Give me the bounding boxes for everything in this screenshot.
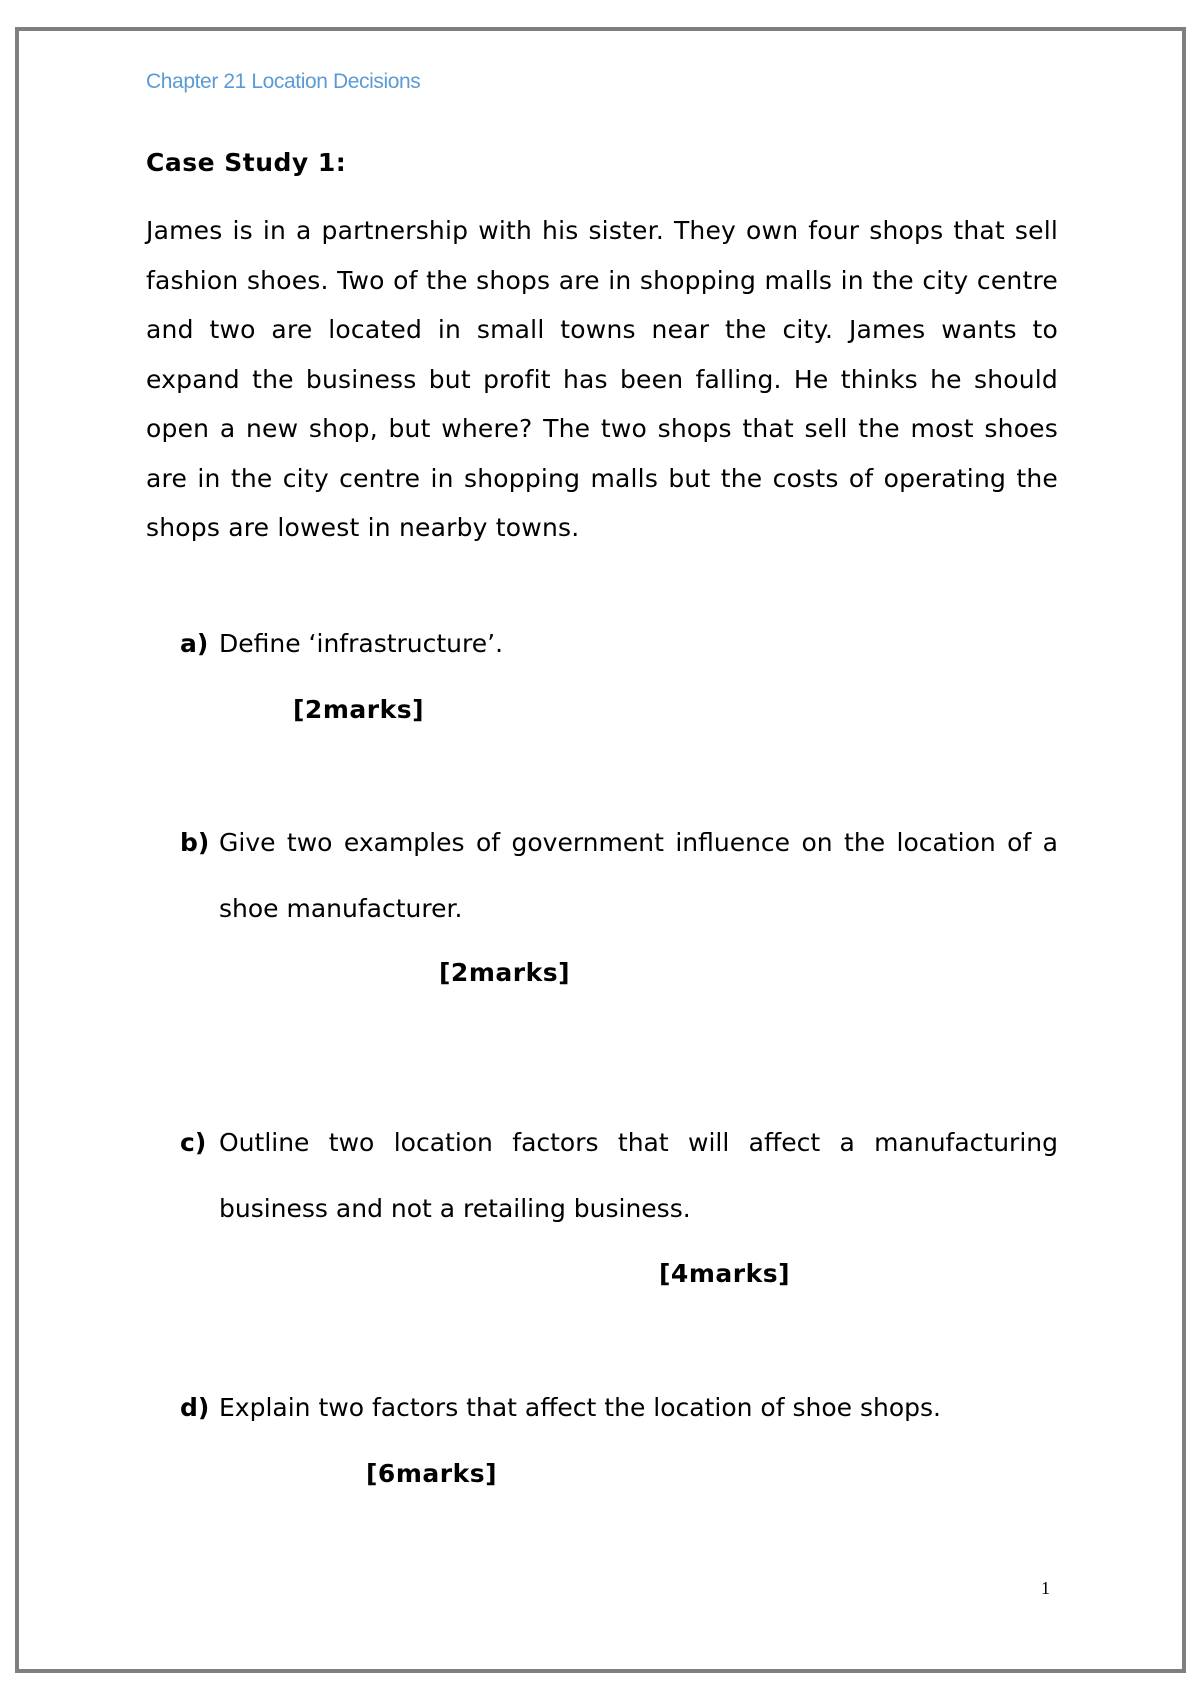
question-a [180,611,1058,677]
question-d-text: Explain two factors that affect the location of shoe shops. [219,1393,941,1422]
question-c [180,1110,1058,1242]
question-b-marks: [2marks] [439,958,571,987]
question-a-text: Define ‘infrastructure’. [219,629,504,658]
question-b-text: Give two examples of government influence on the location of a shoe manufacturer. [219,828,1058,923]
chapter-header: Chapter 21 Location Decisions [146,70,421,93]
question-a-marks: [2marks] [293,695,425,724]
question-c-marks: [4marks] [659,1259,791,1288]
question-c-text: Outline two location factors that will affect a manufacturing business and not a retailing business. [219,1128,1058,1223]
question-b [180,810,1058,942]
question-d [180,1375,1058,1441]
question-d-marks: [6marks] [366,1459,498,1488]
question-d-label: d) [180,1393,210,1422]
question-a-label: a) [180,629,209,658]
case-study-paragraph: James is in a partnership with his sister. They own four shops that sell fashion shoes. Two of the shops are in shopping malls in the city centre and two are located in small towns near the city. James wants to expand the business but profit has been falling. He thinks he should open a new shop, but where? The two shops that sell the most shoes are in the city centre in shopping malls but the costs of operating the shops are lowest in nearby towns. [146,216,1058,542]
page-number: 1 [1041,1578,1050,1598]
question-c-label: c) [180,1128,207,1157]
case-study-heading: Case Study 1: [146,148,347,177]
question-b-label: b) [180,828,210,857]
